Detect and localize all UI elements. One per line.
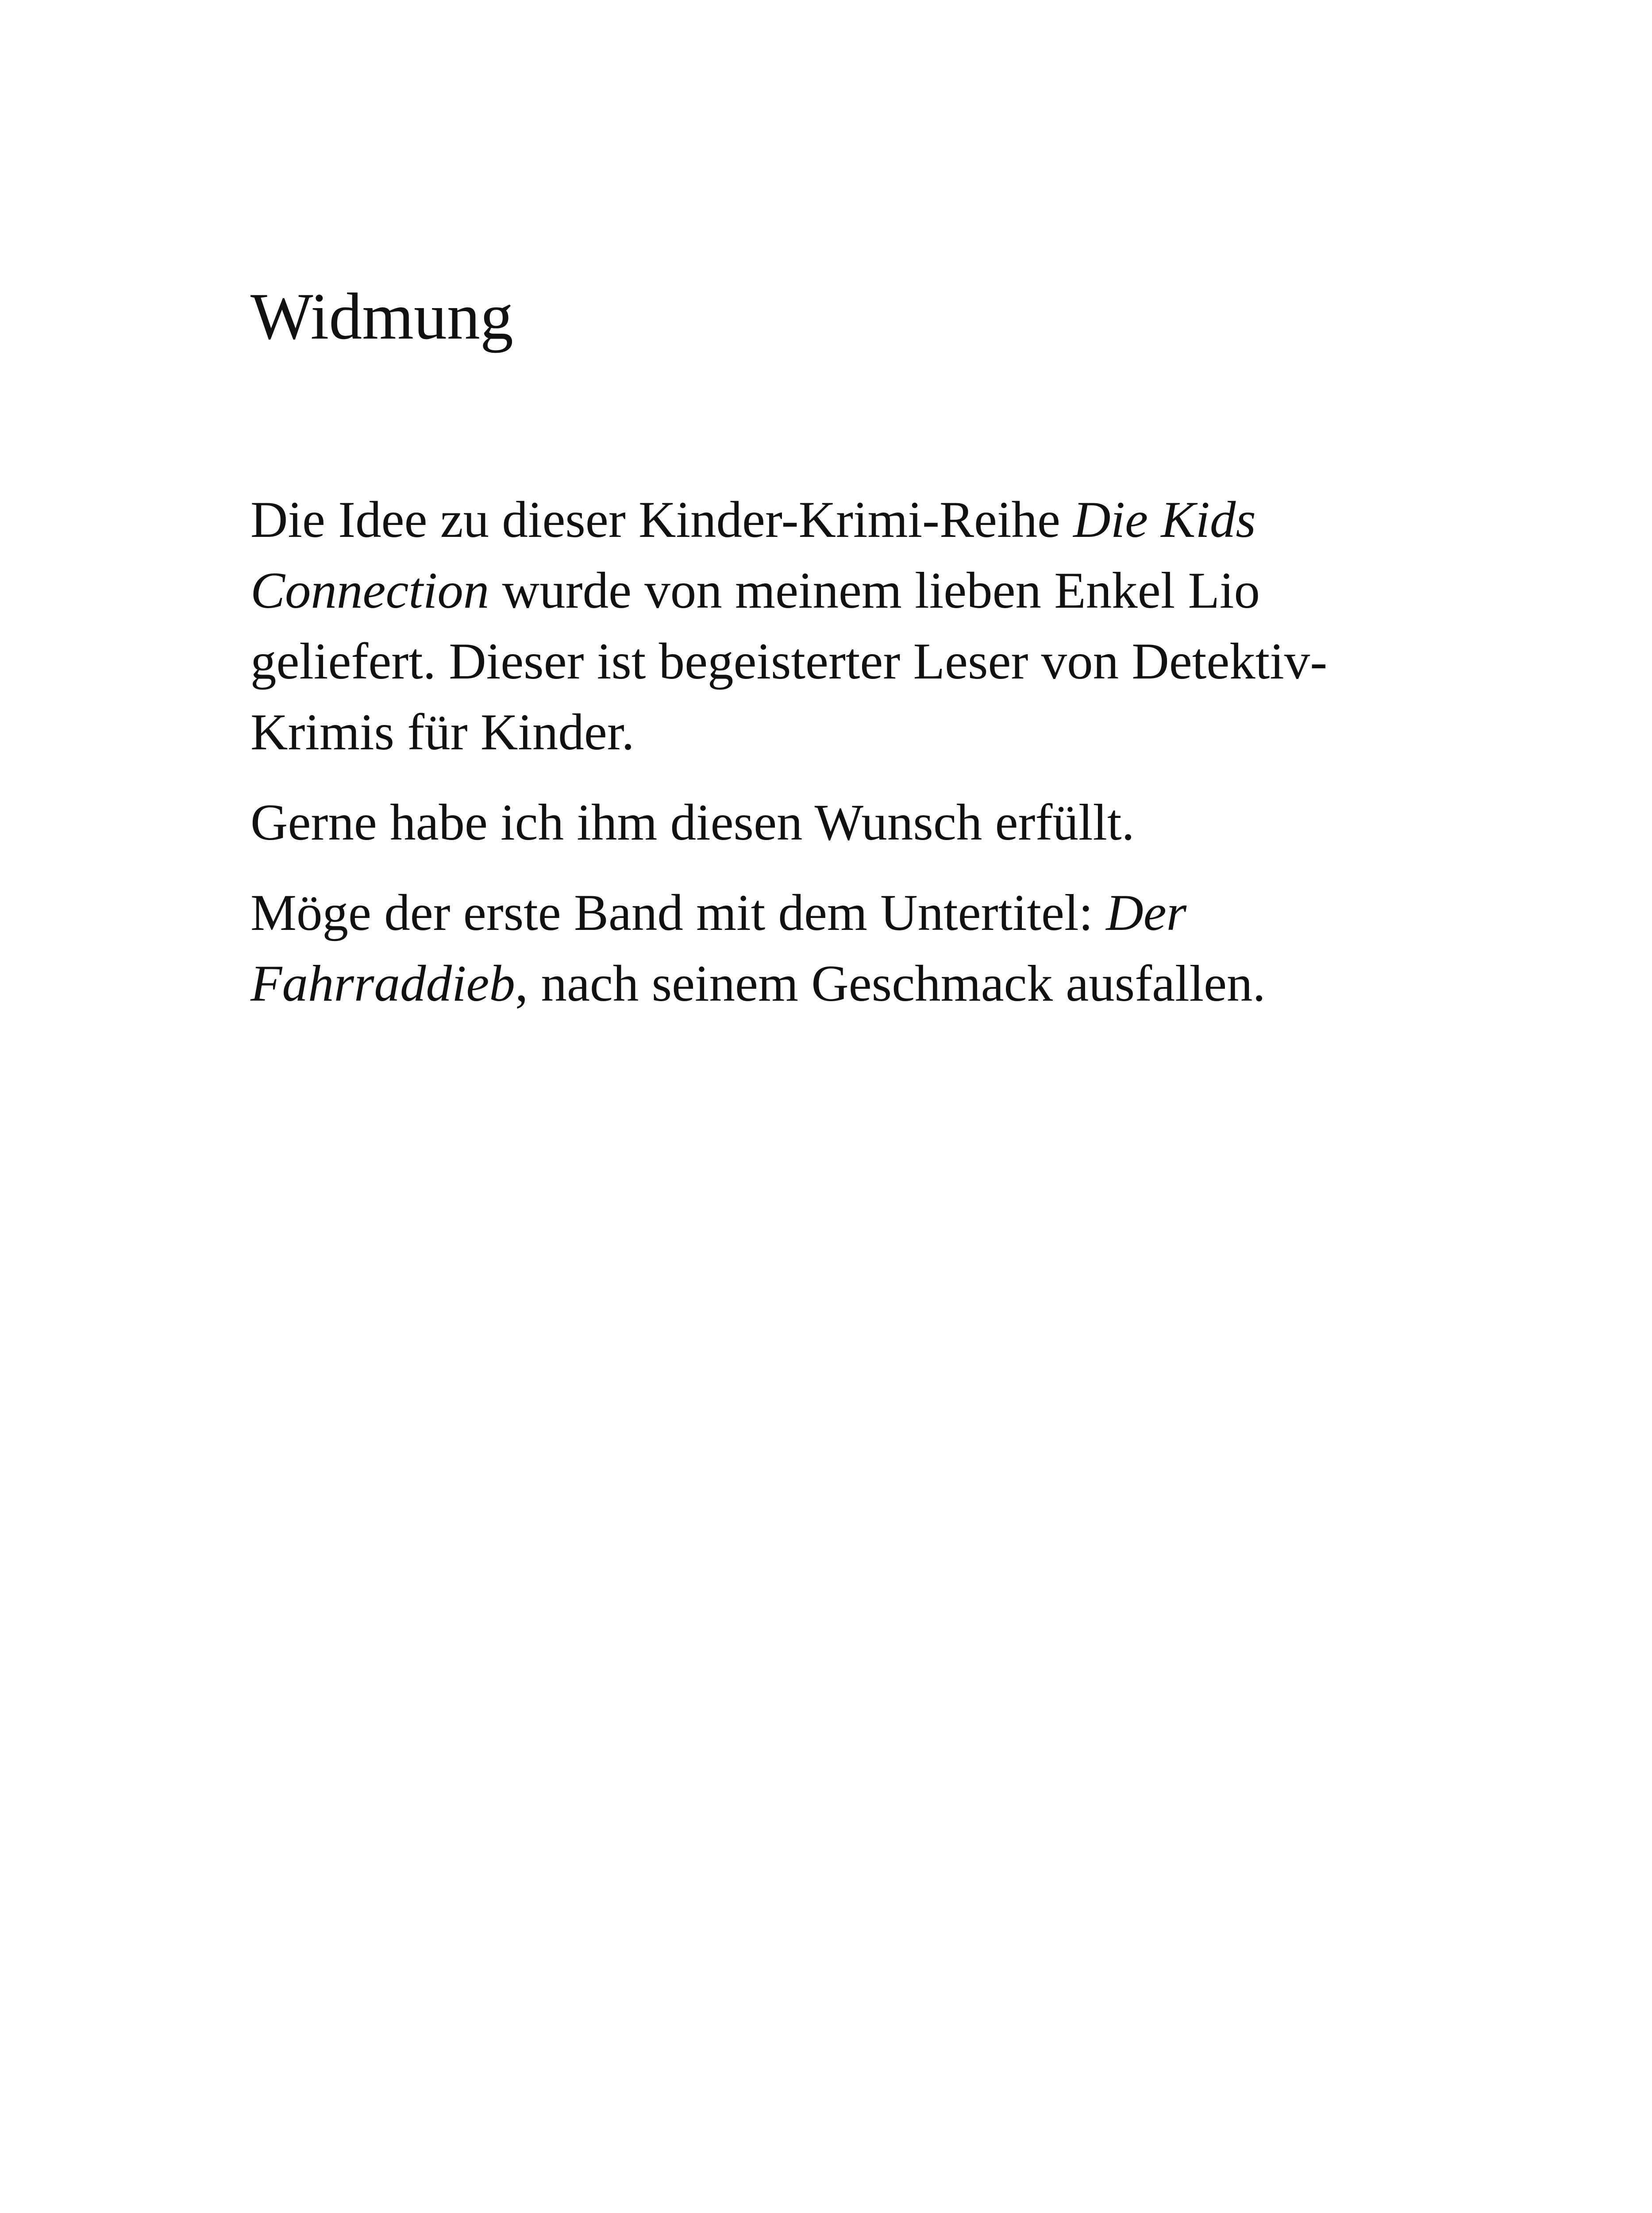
series-title: Die Kids Connection xyxy=(250,491,1256,619)
paragraph-series-idea xyxy=(250,485,1436,768)
paragraph-wish xyxy=(250,787,1436,858)
paragraph-first-volume xyxy=(250,878,1436,1019)
paragraph-text: Gerne habe ich ihm diesen Wunsch erfüllt. xyxy=(250,794,1135,851)
paragraph-text: , nach seinem Geschmack ausfallen. xyxy=(515,955,1266,1012)
dedication-text xyxy=(250,485,1436,1039)
volume-subtitle: Der Fahrraddieb xyxy=(250,884,1187,1012)
paragraph-text: Möge der erste Band mit dem Untertitel: xyxy=(250,884,1106,941)
paragraph-text: Die Idee zu dieser Kinder-Krimi-Reihe xyxy=(250,491,1074,548)
paragraph-text: wurde von meinem lieben Enkel Lio geliefert. Dieser ist begeisterter Leser von Detektiv-Krimis für Kinder. xyxy=(250,562,1328,761)
page-title: Widmung xyxy=(250,280,513,353)
